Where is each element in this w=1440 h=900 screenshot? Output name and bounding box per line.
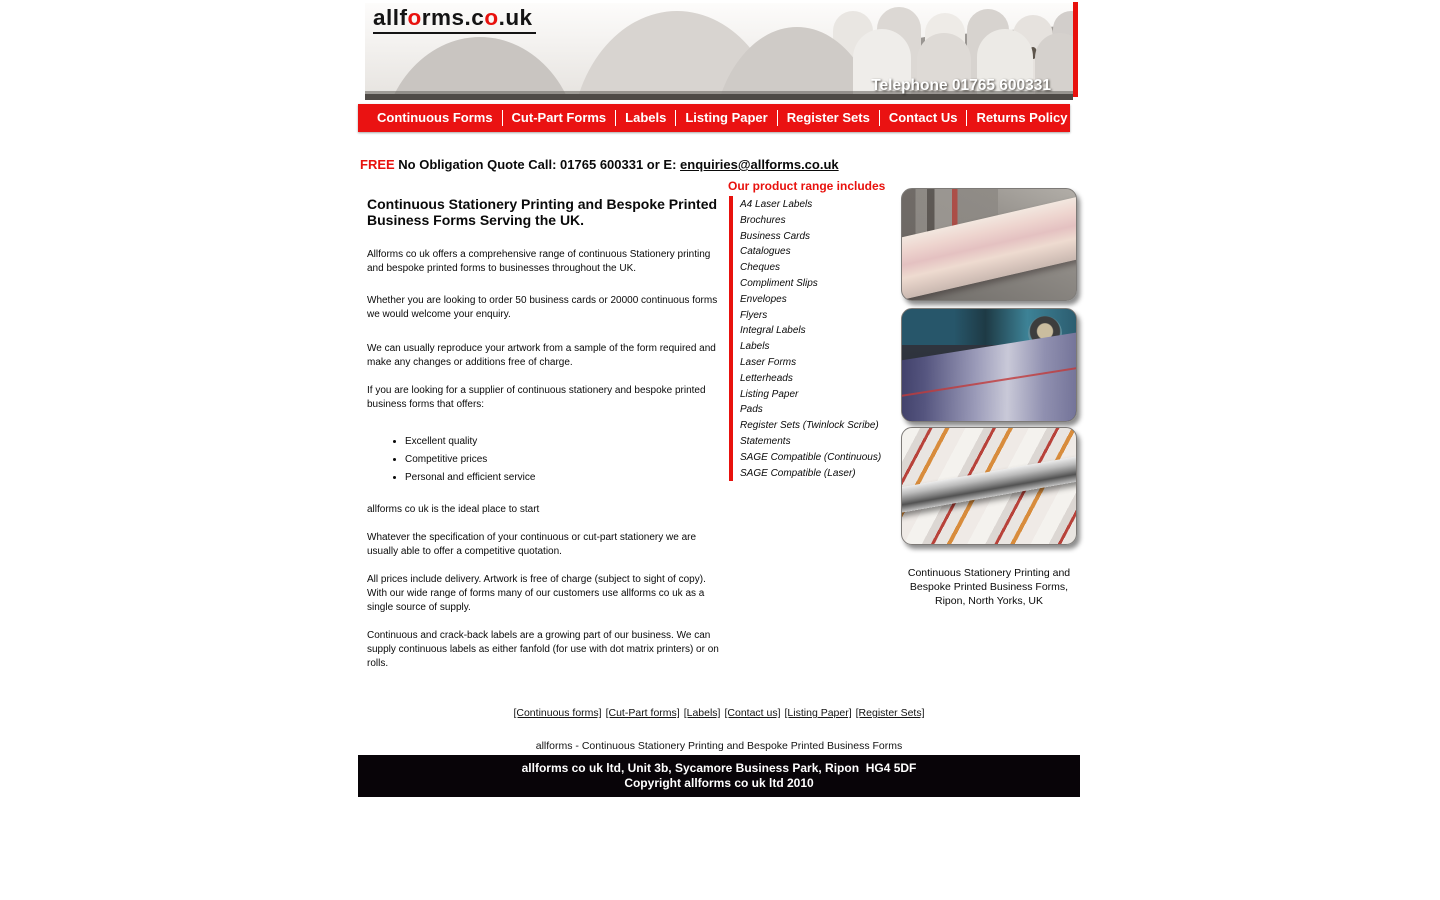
press-roller (901, 455, 1077, 513)
nav-item[interactable]: Listing Paper (675, 110, 776, 126)
nav-item[interactable]: Labels (615, 110, 675, 126)
nav-item[interactable]: Continuous Forms (377, 110, 493, 125)
logo-text-1: allf (373, 5, 408, 30)
product-range-item: Register Sets (Twinlock Scribe) (740, 420, 879, 432)
quote-line (360, 157, 839, 172)
email-link[interactable]: enquiries@allforms.co.uk (680, 157, 839, 172)
page-title: Continuous Stationery Printing and Bespoke Printed Business Forms Serving the UK. (367, 196, 718, 228)
paragraph: All prices include delivery. Artwork is free of charge (subject to sight of copy). With our wide range of forms many of our customers use allforms co uk as a single source of supply. (367, 574, 706, 613)
product-range-item: Flyers (740, 309, 768, 321)
product-range-item: Compliment Slips (740, 277, 818, 289)
footer-link[interactable]: [Cut-Part forms] (605, 707, 680, 719)
footer-link[interactable]: [Register Sets] (855, 707, 925, 719)
product-range-item: Laser Forms (740, 356, 797, 368)
product-range-item: Business Cards (740, 230, 811, 242)
paragraph: Continuous and crack-back labels are a growing part of our business. We can supply continuous labels as either fanfold (for use with dot matrix printers) or on rolls. (367, 630, 719, 669)
product-range-item: SAGE Compatible (Laser) (740, 467, 856, 479)
product-range-red-bar (729, 196, 733, 481)
product-range-item: Envelopes (740, 293, 787, 305)
main-nav (358, 104, 1070, 132)
footer-link[interactable]: [Labels] (683, 707, 721, 719)
footer-address: allforms co uk ltd, Unit 3b, Sycamore Business Park, Ripon HG4 5DF (521, 761, 917, 775)
site-logo[interactable] (373, 5, 536, 34)
product-range-item: Brochures (740, 214, 786, 226)
header-red-strip (1073, 2, 1078, 97)
benefit-item: • Competitive prices (405, 451, 719, 469)
footer-links (358, 707, 1080, 719)
press-photo-1 (901, 188, 1077, 301)
footer-tagline: allforms - Continuous Stationery Printing and Bespoke Printed Business Forms (535, 740, 903, 752)
benefit-item: • Personal and efficient service (405, 469, 719, 487)
logo-red-o: o (407, 5, 422, 30)
nav-item[interactable]: Register Sets (777, 110, 879, 126)
product-range-item: A4 Laser Labels (740, 199, 813, 210)
product-range-item: Pads (740, 404, 763, 416)
press-photo-3 (901, 427, 1077, 545)
logo-text-3: .uk (498, 5, 533, 30)
product-range-list (740, 197, 881, 481)
quote-text: No Obligation Quote Call: 01765 600331 or E: (394, 157, 681, 172)
product-range-item: Labels (740, 341, 770, 353)
product-range-item: SAGE Compatible (Continuous) (740, 451, 882, 463)
footer-copyright: Copyright allforms co uk ltd 2010 (624, 776, 814, 790)
free-label: FREE (360, 157, 395, 172)
product-range-item: Letterheads (740, 372, 793, 384)
product-range-item: Integral Labels (740, 325, 806, 337)
product-range-item: Listing Paper (740, 388, 799, 400)
footer-link[interactable]: [Contact us] (724, 707, 781, 719)
nav-item[interactable]: Cut-Part Forms (502, 110, 616, 126)
footer-bar (358, 755, 1080, 797)
paragraph: Whether you are looking to order 50 business cards or 20000 continuous forms we would welcome your enquiry. (367, 295, 718, 320)
footer-link[interactable]: [Continuous forms] (513, 707, 602, 719)
benefits-list (367, 433, 719, 487)
product-range-item: Statements (740, 435, 791, 447)
paragraph: Whatever the specification of your continuous or cut-part stationery we are usually able to offer a competitive quotation. (367, 532, 697, 557)
main-content (367, 196, 719, 671)
product-range-item: Cheques (740, 262, 781, 274)
intro-paragraph: Allforms co uk offers a comprehensive range of continuous Stationery printing and bespoke printed forms to businesses throughout the UK. (367, 249, 711, 274)
header-phone-number: Telephone 01765 600331 (871, 77, 1051, 94)
logo-red-o: o (484, 5, 499, 30)
paragraph: If you are looking for a supplier of continuous stationery and bespoke printed business forms that offers: (367, 385, 706, 410)
press-photo-2 (901, 308, 1077, 422)
logo-text-2: rms.c (421, 5, 485, 30)
footer-link[interactable]: [Listing Paper] (784, 707, 852, 719)
nav-item[interactable]: Contact Us (879, 110, 967, 126)
paragraph: We can usually reproduce your artwork from a sample of the form required and make any changes or additions free of charge. (367, 343, 716, 368)
photos-caption: Continuous Stationery Printing and Bespoke Printed Business Forms, Ripon, North Yorks, UK (907, 567, 1071, 607)
product-range-item: Catalogues (740, 246, 791, 258)
header-banner (365, 3, 1073, 100)
benefit-item: • Excellent quality (405, 433, 719, 451)
paragraph: allforms co uk is the ideal place to start (367, 504, 540, 515)
product-range-heading: Our product range includes (728, 179, 886, 193)
nav-item[interactable]: Returns Policy (966, 110, 1076, 126)
